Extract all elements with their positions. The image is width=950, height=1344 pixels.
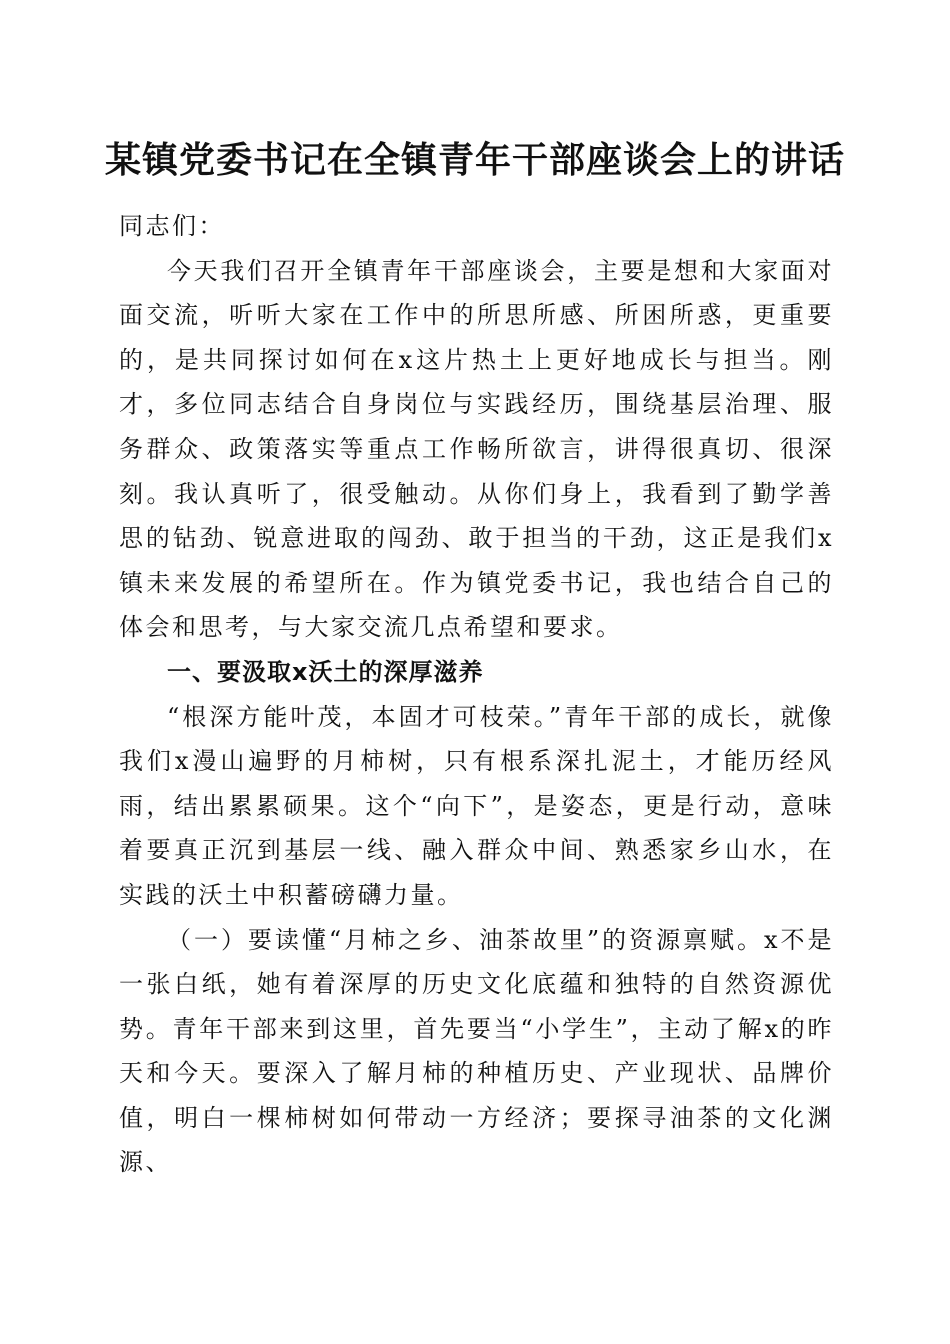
section-1-paragraph: “根深方能叶茂，本固才可枝荣。”青年干部的成长，就像我们x漫山遍野的月柿树，只有根系深扎泥土，才能历经风雨，结出累累硕果。这个“向下”，是姿态，更是行动，意味着要真正沉到基层一线、融入群众中间、熟悉家乡山水，在实践的沃土中积蓄磅礴力量。: [119, 702, 834, 909]
intro-paragraph: 今天我们召开全镇青年干部座谈会，主要是想和大家面对面交流，听听大家在工作中的所思所感、所困所惑，更重要的，是共同探讨如何在x这片热土上更好地成长与担当。刚才，多位同志结合自身岗位与实践经历，围绕基层治理、服务群众、政策落实等重点工作畅所欲言，讲得很真切、很深刻。我认真听了，很受触动。从你们身上，我看到了勤学善思的钻劲、锐意进取的闯劲、敢于担当的干劲，这正是我们x镇未来发展的希望所在。作为镇党委书记，我也结合自己的体会和思考，与大家交流几点希望和要求。: [119, 256, 834, 642]
document-title: 某镇党委书记在全镇青年干部座谈会上的讲话: [104, 139, 845, 181]
greeting-line: 同志们：: [119, 212, 225, 240]
section-heading-1: 一、要汲取x沃土的深厚滋养: [167, 657, 484, 686]
subsection-1-paragraph: （一）要读懂“月柿之乡、油茶故里”的资源禀赋。x不是一张白纸，她有着深厚的历史文化底蕴和独特的自然资源优势。青年干部来到这里，首先要当“小学生”，主动了解x的昨天和今天。要深入了解月柿的种植历史、产业现状、品牌价值，明白一棵柿树如何带动一方经济；要探寻油茶的文化渊源、: [119, 925, 834, 1177]
document-body: [119, 204, 834, 1185]
